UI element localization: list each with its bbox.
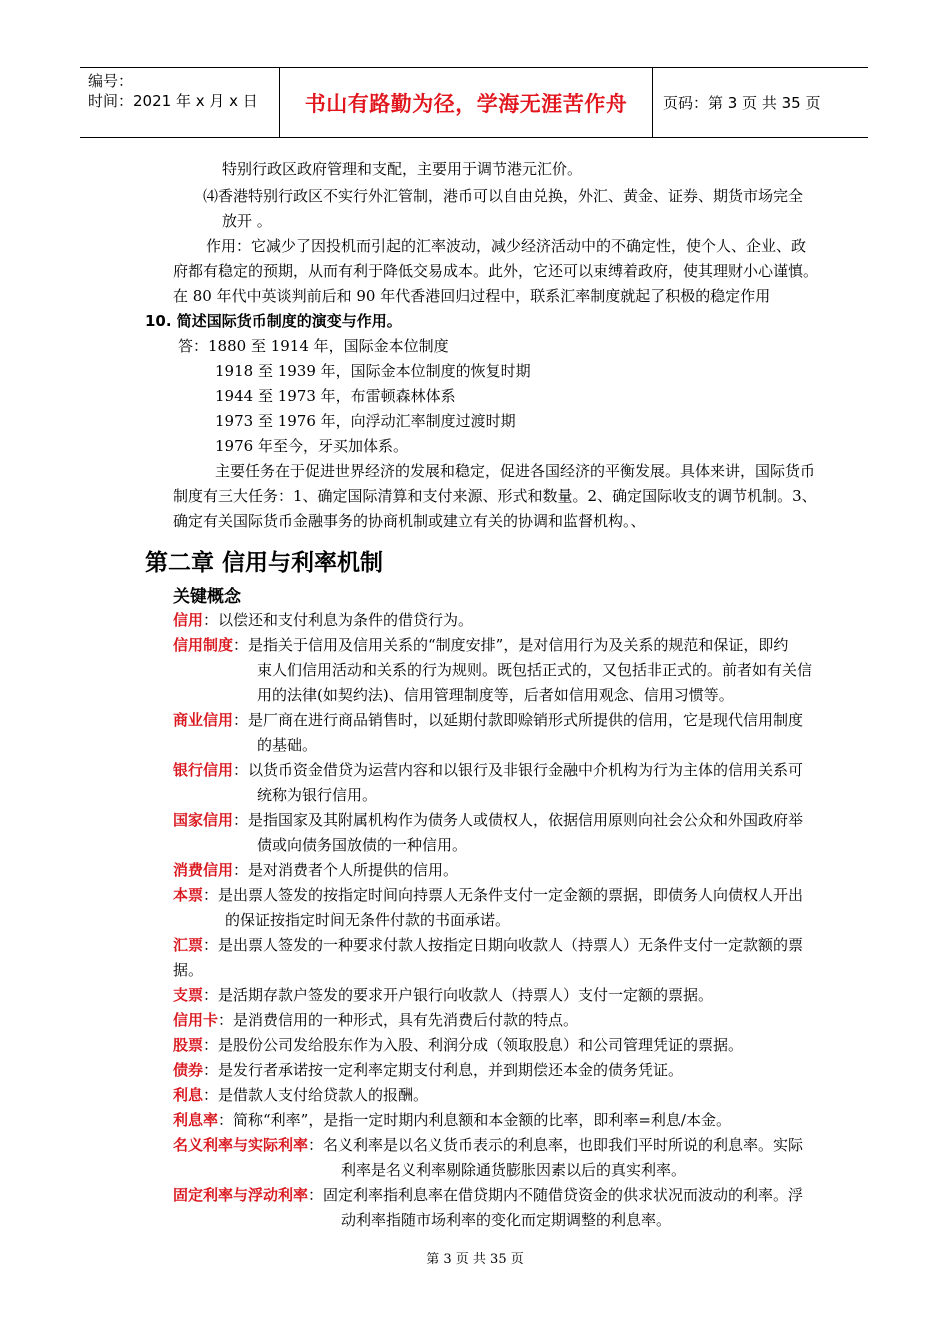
answer-line: 1973 至 1976 年，向浮动汇率制度过渡时期 [215,412,516,430]
concept-entry [173,710,803,730]
body-line: 特别行政区政府管理和支配，主要用于调节港元汇价。 [222,160,583,178]
concept-entry [173,1185,803,1205]
answer-line: 主要任务在于促进世界经济的发展和稳定，促进各国经济的平衡发展。具体来讲，国际货币 [215,462,816,480]
concept-text: ：是对消费者个人所提供的信用。 [233,861,459,879]
concept-text: 利率是名义利率剔除通货膨胀因素以后的真实利率。 [341,1161,687,1179]
concept-entry [173,610,473,630]
concept-entry [173,860,458,880]
concept-text: 的保证按指定时间无条件付款的书面承诺。 [225,911,511,929]
concept-term: 利息 [173,1086,204,1104]
concept-entry [173,1085,428,1105]
body-line: 在 80 年代中英谈判前后和 90 年代香港回归过程中，联系汇率制度就起了积极的稳定作用 [173,287,771,305]
body-line: 府都有稳定的预期，从而有利于降低交易成本。此外，它还可以束缚着政府，使其理财小心谨慎。 [173,262,819,280]
concept-entry [173,635,788,655]
concept-term: 本票 [173,886,204,904]
header-motto-cell [280,68,653,137]
concept-text: ：名义利率是以名义货币表示的利息率，也即我们平时所说的利息率。实际 [308,1136,804,1154]
concept-text: ：简称“利率”，是指一定时期内利息额和本金额的比率，即利率=利息/本金。 [218,1111,731,1129]
concept-text: 动利率指随市场利率的变化而定期调整的利息率。 [341,1211,672,1229]
body-line: ⑷香港特别行政区不实行外汇管制，港币可以自由兑换，外汇、黄金、证券、期货市场完全 [203,187,804,205]
answer-line: 答：1880 至 1914 年，国际金本位制度 [178,337,449,355]
chapter-title: 第二章 信用与利率机制 [145,550,384,576]
section-title: 关键概念 [173,587,241,607]
concept-term: 商业信用 [173,711,234,729]
concept-text: 的基础。 [257,736,318,754]
concept-text: ：是股份公司发给股东作为入股、利润分成（领取股息）和公司管理凭证的票据。 [203,1036,744,1054]
concept-entry [173,1035,743,1055]
concept-text: ：是厂商在进行商品销售时，以延期付款即赊销形式所提供的信用，它是现代信用制度 [233,711,804,729]
body-line: 作用：它减少了因投机而引起的汇率波动，减少经济活动中的不确定性，使个人、企业、政 [206,237,807,255]
concept-term: 支票 [173,986,204,1004]
concept-text: ：以货币资金借贷为运营内容和以银行及非银行金融中介机构为行为主体的信用关系可 [233,761,804,779]
concept-entry [173,1060,683,1080]
concept-text: ：是发行者承诺按一定利率定期支付利息，并到期偿还本金的债务凭证。 [203,1061,684,1079]
concept-text: ：是借款人支付给贷款人的报酬。 [203,1086,429,1104]
concept-text: 束人们信用活动和关系的行为规则。既包括正式的，又包括非正式的。前者如有关信 [257,661,813,679]
concept-text: ：是消费信用的一种形式，具有先消费后付款的特点。 [218,1011,579,1029]
concept-term: 利息率 [173,1111,219,1129]
concept-term: 银行信用 [173,761,234,779]
concept-entry [173,1110,731,1130]
answer-line: 1918 至 1939 年，国际金本位制度的恢复时期 [215,362,531,380]
concept-term: 消费信用 [173,861,234,879]
concept-entry [173,810,803,830]
header-table [80,67,868,138]
concept-entry [173,985,713,1005]
answer-line: 确定有关国际货币金融事务的协商机制或建立有关的协调和监督机构。、 [173,512,646,530]
concept-term: 债券 [173,1061,204,1079]
concept-term: 信用卡 [173,1011,219,1029]
concept-term: 国家信用 [173,811,234,829]
answer-line: 1976 年至今，牙买加体系。 [215,437,408,455]
question-heading: 10. 简述国际货币制度的演变与作用。 [145,312,402,330]
concept-text: ：是出票人签发的按指定时间向持票人无条件支付一定金额的票据，即债务人向债权人开出 [203,886,804,904]
header-meta [80,68,280,137]
concept-text: ：以偿还和支付利息为条件的借贷行为。 [203,611,474,629]
concept-entry [173,760,803,780]
header-page-info: 页码：第 3 页 共 35 页 [663,94,821,112]
concept-entry [173,885,803,905]
concept-term: 股票 [173,1036,204,1054]
concept-text: ：是出票人签发的一种要求付款人按指定日期向收款人（持票人）无条件支付一定款额的票 [203,936,804,954]
number-label: 编号： [88,72,134,90]
concept-text: ：是指关于信用及信用关系的“制度安排”，是对信用行为及关系的规范和保证，即约 [233,636,789,654]
concept-text: ：固定利率指利息率在借贷期内不随借贷资金的供求状况而波动的利率。浮 [308,1186,804,1204]
concept-term: 信用制度 [173,636,234,654]
answer-line: 制度有三大任务：1、确定国际清算和支付来源、形式和数量。2、确定国际收支的调节机制。3、 [173,487,817,505]
page-footer: 第 3 页 共 35 页 [426,1252,524,1267]
concept-term: 汇票 [173,936,204,954]
concept-text: 据。 [173,961,204,979]
date-label: 时间：2021 年 x 月 x 日 [88,92,258,110]
concept-text: 用的法律(如契约法)、信用管理制度等，后者如信用观念、信用习惯等。 [257,686,734,704]
concept-term: 固定利率与浮动利率 [173,1186,309,1204]
concept-text: ：是指国家及其附属机构作为债务人或债权人，依据信用原则向社会公众和外国政府举 [233,811,804,829]
concept-entry [173,935,803,955]
concept-entry [173,1010,578,1030]
body-line: 放开 。 [222,212,272,230]
answer-line: 1944 至 1973 年，布雷顿森林体系 [215,387,456,405]
concept-text: 统称为银行信用。 [257,786,378,804]
concept-text: ：是活期存款户签发的要求开户银行向收款人（持票人）支付一定额的票据。 [203,986,714,1004]
concept-text: 债或向债务国放债的一种信用。 [257,836,468,854]
concept-term: 名义利率与实际利率 [173,1136,309,1154]
concept-entry [173,1135,803,1155]
motto: 书山有路勤为径，学海无涯苦作舟 [304,91,628,116]
concept-term: 信用 [173,611,204,629]
